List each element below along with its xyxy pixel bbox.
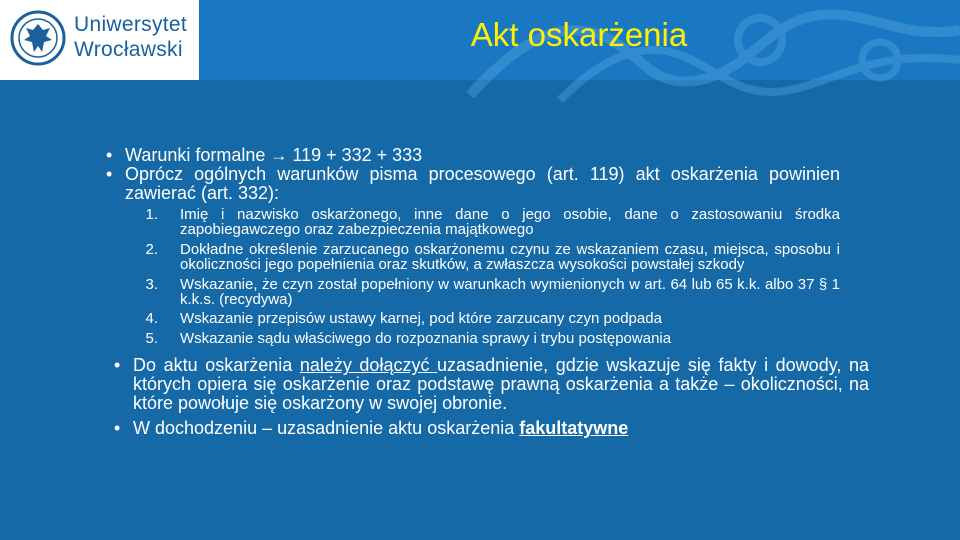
list-number: 2. [145,240,158,258]
list-number: 1. [145,206,158,223]
bullet-inquiry [108,419,869,438]
list-item [100,277,840,308]
arrow-right-icon: → [270,146,288,165]
bullet-justification [108,356,869,413]
bullet-1-articles: 119 + 332 + 333 [287,145,423,165]
bullet-formal-requirements [100,146,840,165]
bullet-4-emphasis: fakultatywne [519,418,629,439]
list-number: 4. [145,310,158,328]
list-item [100,311,840,326]
list-item [100,242,840,273]
list-item [100,207,840,238]
list-item-text: Imię i nazwisko oskarżonego, inne dane o jego osobie, dane o zastosowaniu środka zapobiegawczego oraz zabezpieczenia majątkowego [180,206,840,239]
bullet-4-pre: W dochodzeniu – uzasadnienie aktu oskarżenia [133,418,520,439]
list-item-text: Wskazanie przepisów ustawy karnej, pod które zarzucany czyn podpada [180,310,662,328]
logo-line-2: Wrocławski [74,38,183,61]
bullet-3-post: uzasadnienie, gdzie wskazuje się fakty i dowody, na których opiera się oskarżenie oraz podstawę prawną oskarżenia a także – okoliczności, na które powołuje się oskarżony w swojej obronie. [133,355,869,414]
list-item-text: Wskazanie sądu właściwego do rozpoznania sprawy i trybu postępowania [180,329,672,347]
bullet-3-pre: Do aktu oskarżenia [133,355,300,376]
slide-content [100,145,869,439]
list-item-text: Dokładne określenie zarzucanego oskarżonemu czynu ze wskazaniem czasu, miejsca, sposobu i okoliczności jego popełnienia oraz skutków, a zwłaszcza wysokości powstałej szkody [180,240,840,274]
list-item [100,331,840,346]
list-number: 3. [145,275,158,293]
logo-line-1: Uniwersytet [74,13,187,36]
requirements-list [100,207,840,346]
list-number: 5. [145,329,158,347]
bullet-1-text: Warunki formalne [125,145,271,165]
bullet-3-emphasis: należy dołączyć [299,355,438,376]
bullet-additional-requirements: • Oprócz ogólnych warunków pisma procesowego (art. 119) akt oskarżenia powinien zawierać (art. 332): [100,165,840,203]
list-item-text: Wskazanie, że czyn został popełniony w warunkach wymienionych w art. 64 lub 65 k.k. albo 37 § 1 k.k.s. (recydywa) [180,275,840,309]
slide-title: Akt oskarżenia [470,16,688,53]
